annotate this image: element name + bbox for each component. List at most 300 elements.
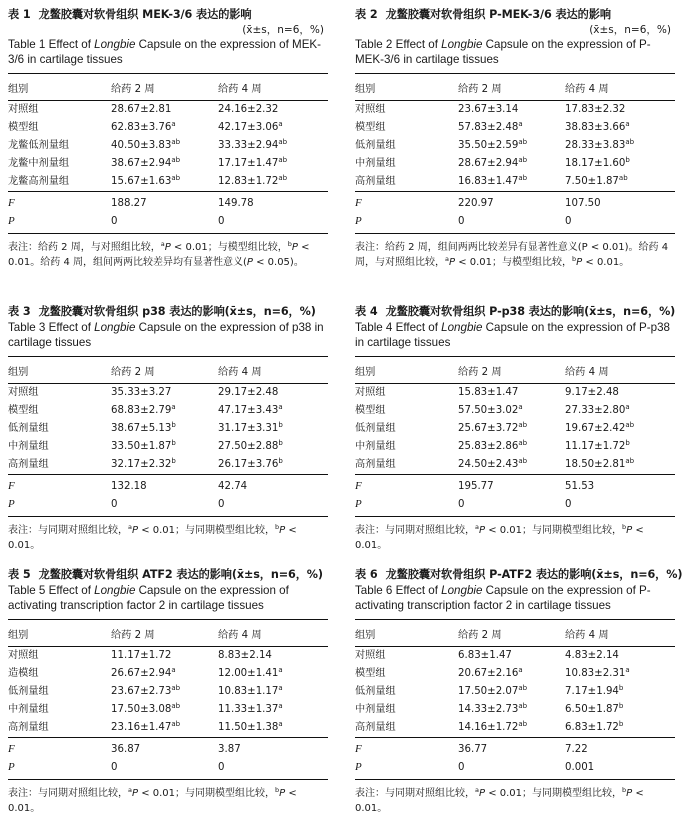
en-title-prefix: Table 2 Effect of <box>355 38 442 51</box>
week2-cell <box>458 665 565 683</box>
week4-sig: a <box>278 666 283 675</box>
week4-value: 6.50±1.87 <box>565 704 619 716</box>
column-header: 组别 <box>8 620 111 647</box>
column-header: 给药 4 周 <box>565 620 675 647</box>
week2-value: 38.67±2.94 <box>111 158 172 170</box>
group-cell: 高剂量组 <box>355 176 396 188</box>
week2-cell <box>111 420 218 438</box>
stat-row <box>8 737 328 758</box>
group-cell: 对照组 <box>8 104 39 116</box>
header-row <box>8 357 328 384</box>
week4-value: 11.33±1.37 <box>218 704 279 716</box>
week2-value: 25.83±2.86 <box>458 441 519 453</box>
table-title-text: 龙鳖胶囊对软骨组织 ATF2 表达的影响(x̄±s，n=6，%) <box>38 568 323 581</box>
group-cell: 低剂量组 <box>8 423 49 435</box>
data-table <box>8 619 328 780</box>
week2-sig: ab <box>518 421 528 430</box>
week2-cell <box>111 402 218 420</box>
group-cell: 高剂量组 <box>355 722 396 734</box>
week4-cell <box>218 647 328 665</box>
week4-sig: b <box>618 684 624 693</box>
week2-value: 35.50±2.59 <box>458 140 519 152</box>
table-row <box>8 719 328 737</box>
stat-week4: 0.001 <box>565 759 675 779</box>
week2-cell <box>111 665 218 683</box>
stat-label: P <box>8 496 111 516</box>
week2-sig: ab <box>518 684 528 693</box>
stat-week2: 220.97 <box>458 191 565 212</box>
week4-cell <box>565 101 675 119</box>
table-panel-3 <box>8 303 328 554</box>
column-header: 组别 <box>8 74 111 101</box>
table-panel-4 <box>355 303 675 554</box>
week2-value: 6.83±1.47 <box>458 650 512 662</box>
column-header: 给药 4 周 <box>565 357 675 384</box>
table-en-title <box>8 38 328 67</box>
table-panel-6 <box>355 566 683 817</box>
stat-week4: 3.87 <box>218 737 328 758</box>
en-title-prefix: Table 6 Effect of <box>355 584 442 597</box>
week4-value: 11.50±1.38 <box>218 722 279 734</box>
week2-sig: ab <box>171 702 181 711</box>
header-row <box>355 357 675 384</box>
stat-week2: 132.18 <box>111 474 218 495</box>
week2-cell <box>458 384 565 402</box>
week2-value: 40.50±3.83 <box>111 140 172 152</box>
table-en-title <box>8 584 328 613</box>
week4-value: 29.17±2.48 <box>218 387 279 399</box>
week4-cell <box>565 137 675 155</box>
column-header: 给药 4 周 <box>218 74 328 101</box>
week4-value: 31.17±3.31 <box>218 423 279 435</box>
table-row <box>355 719 675 737</box>
stat-week4: 0 <box>218 759 328 779</box>
stat-week2: 0 <box>111 213 218 233</box>
week4-value: 10.83±1.17 <box>218 686 279 698</box>
data-table <box>8 73 328 234</box>
week4-cell <box>565 701 675 719</box>
table-row <box>8 137 328 155</box>
column-header: 组别 <box>355 357 458 384</box>
column-header: 给药 2 周 <box>458 620 565 647</box>
en-title-suffix: Capsule on the expression of P-activating transcription factor 2 in cartilage tissues <box>355 584 651 612</box>
week2-sig: ab <box>518 156 528 165</box>
table-row <box>355 665 675 683</box>
week2-sig: ab <box>171 138 181 147</box>
week4-cell <box>218 665 328 683</box>
week4-value: 19.67±2.42 <box>565 423 626 435</box>
week2-sig: ab <box>518 439 528 448</box>
week2-cell <box>111 101 218 119</box>
week2-value: 25.67±3.72 <box>458 423 519 435</box>
group-cell: 模型组 <box>8 405 39 417</box>
group-cell: 中剂量组 <box>8 704 49 716</box>
en-title-suffix: Capsule on the expression of MEK-3/6 in cartilage tissues <box>8 38 322 66</box>
week4-cell <box>218 701 328 719</box>
en-title-italic: Longbie <box>94 321 136 334</box>
stat-label: F <box>355 191 458 212</box>
week2-sig: b <box>171 439 176 448</box>
week4-value: 33.33±2.94 <box>218 140 279 152</box>
week4-value: 6.83±1.72 <box>565 722 619 734</box>
table-title-text: 龙鳖胶囊对软骨组织 MEK-3/6 表达的影响 <box>38 8 252 21</box>
week2-sig: ab <box>518 138 528 147</box>
group-cell: 龙鳖中剂量组 <box>8 158 70 170</box>
table-row <box>8 701 328 719</box>
week4-cell <box>218 683 328 701</box>
stat-row <box>8 759 328 779</box>
week2-sig: ab <box>171 720 181 729</box>
week4-value: 38.83±3.66 <box>565 122 626 134</box>
group-cell: 低剂量组 <box>355 686 396 698</box>
week2-cell <box>458 456 565 474</box>
week2-cell <box>458 438 565 456</box>
en-title-suffix: Capsule on the expression of P-p38 in cartilage tissues <box>355 321 670 349</box>
table-title-text: 龙鳖胶囊对软骨组织 P-MEK-3/6 表达的影响 <box>385 8 611 21</box>
week2-value: 38.67±5.13 <box>111 423 172 435</box>
table-note: 表注：与同期对照组比较，$^a$P < 0.01；与同期模型组比较，$^b$P < 0.01。 <box>355 785 644 815</box>
table-row <box>8 173 328 191</box>
stat-row <box>8 474 328 495</box>
stat-week4: 0 <box>218 213 328 233</box>
week2-value: 17.50±2.07 <box>458 686 519 698</box>
week4-value: 27.33±2.80 <box>565 405 626 417</box>
table-en-title <box>355 584 675 613</box>
column-header: 组别 <box>355 74 458 101</box>
week2-value: 17.50±3.08 <box>111 704 172 716</box>
week2-cell <box>111 173 218 191</box>
column-header: 给药 2 周 <box>111 74 218 101</box>
week4-cell <box>218 438 328 456</box>
table-row <box>8 384 328 402</box>
week4-value: 24.16±2.32 <box>218 104 279 116</box>
week2-sig: a <box>171 666 176 675</box>
stat-row <box>8 191 328 212</box>
week4-sig: a <box>625 120 630 129</box>
stat-row <box>8 213 328 233</box>
week4-sig: a <box>278 403 283 412</box>
week2-cell <box>111 438 218 456</box>
week4-cell <box>218 137 328 155</box>
week2-sig: ab <box>518 174 528 183</box>
table-row <box>355 384 675 402</box>
table-zh-title <box>355 303 675 320</box>
en-title-suffix: Capsule on the expression of P-MEK-3/6 in cartilage tissues <box>355 38 651 66</box>
week4-sig: a <box>278 702 283 711</box>
header-row <box>355 620 675 647</box>
column-header: 给药 2 周 <box>458 74 565 101</box>
table-row <box>8 438 328 456</box>
stat-week2: 0 <box>111 759 218 779</box>
week2-cell <box>111 701 218 719</box>
en-title-italic: Longbie <box>94 584 136 597</box>
week4-value: 12.83±1.72 <box>218 176 279 188</box>
en-title-prefix: Table 1 Effect of <box>8 38 95 51</box>
week2-value: 15.67±1.63 <box>111 176 172 188</box>
week4-sig: a <box>625 666 630 675</box>
table-zh-title <box>355 566 683 583</box>
table-row <box>355 137 675 155</box>
group-cell: 模型组 <box>355 122 386 134</box>
week2-value: 14.33±2.73 <box>458 704 519 716</box>
stat-row <box>355 474 675 495</box>
stat-week2: 36.77 <box>458 737 565 758</box>
week4-sig: b <box>625 439 630 448</box>
week4-cell <box>565 173 675 191</box>
week4-sig: a <box>278 684 283 693</box>
stat-week4: 51.53 <box>565 474 675 495</box>
week2-sig: ab <box>171 156 181 165</box>
week4-value: 11.17±1.72 <box>565 441 626 453</box>
week2-cell <box>458 402 565 420</box>
week4-cell <box>218 402 328 420</box>
table-row <box>8 155 328 173</box>
stat-label: F <box>8 737 111 758</box>
week4-cell <box>565 155 675 173</box>
table-title-text: 龙鳖胶囊对软骨组织 P-ATF2 表达的影响(x̄±s，n=6，%) <box>385 568 683 581</box>
table-panel-5 <box>8 566 328 817</box>
week2-sig: a <box>518 666 523 675</box>
stat-label: P <box>355 496 458 516</box>
stat-week4: 0 <box>565 496 675 516</box>
week2-cell <box>458 173 565 191</box>
week2-cell <box>111 647 218 665</box>
header-row <box>8 74 328 101</box>
stat-label: P <box>355 213 458 233</box>
week4-sig: ab <box>625 457 635 466</box>
table-row <box>355 119 675 137</box>
stat-week4: 107.50 <box>565 191 675 212</box>
table-zh-title <box>8 566 328 583</box>
week2-sig: a <box>171 403 176 412</box>
table-row <box>355 402 675 420</box>
week2-sig: a <box>518 120 523 129</box>
week2-sig: ab <box>518 720 528 729</box>
table-row <box>355 683 675 701</box>
week4-value: 27.50±2.88 <box>218 441 279 453</box>
week2-sig: b <box>171 421 176 430</box>
column-header: 组别 <box>8 357 111 384</box>
table-row <box>8 101 328 119</box>
column-header: 给药 2 周 <box>458 357 565 384</box>
table-number: 表 3 <box>8 305 31 318</box>
week4-cell <box>565 683 675 701</box>
stat-row <box>355 496 675 516</box>
stat-week4: 0 <box>565 213 675 233</box>
table-zh-title <box>8 303 328 320</box>
stat-label: P <box>8 759 111 779</box>
stat-label: F <box>8 191 111 212</box>
week4-cell <box>218 155 328 173</box>
group-cell: 龙鳖低剂量组 <box>8 140 70 152</box>
week2-sig: a <box>171 120 176 129</box>
week4-value: 47.17±3.43 <box>218 405 279 417</box>
table-note: 表注：与同期对照组比较，$^a$P < 0.01；与同期模型组比较，$^b$P < 0.01。 <box>355 522 644 552</box>
week2-sig: a <box>518 403 523 412</box>
week2-sig: ab <box>171 174 181 183</box>
week4-value: 9.17±2.48 <box>565 387 619 399</box>
group-cell: 中剂量组 <box>8 441 49 453</box>
table-title-text: 龙鳖胶囊对软骨组织 p38 表达的影响(x̄±s，n=6，%) <box>38 305 316 318</box>
week2-value: 24.50±2.43 <box>458 459 519 471</box>
column-header: 给药 2 周 <box>111 620 218 647</box>
week4-sig: a <box>278 720 283 729</box>
week2-cell <box>458 647 565 665</box>
data-table <box>8 356 328 517</box>
week4-cell <box>565 420 675 438</box>
table-number: 表 4 <box>355 305 378 318</box>
week4-sig: ab <box>278 138 288 147</box>
stat-week2: 0 <box>458 213 565 233</box>
table-panel-2 <box>355 6 675 271</box>
table-row <box>355 438 675 456</box>
week2-value: 23.16±1.47 <box>111 722 172 734</box>
group-cell: 龙鳖高剂量组 <box>8 176 70 188</box>
header-row <box>355 74 675 101</box>
table-zh-title <box>355 6 675 23</box>
en-title-italic: Longbie <box>441 38 483 51</box>
week4-value: 7.50±1.87 <box>565 176 619 188</box>
week2-cell <box>111 119 218 137</box>
week4-sig: ab <box>625 421 635 430</box>
table-zh-title <box>8 6 328 23</box>
stat-row <box>355 191 675 212</box>
week4-sig: b <box>618 702 624 711</box>
stat-row <box>355 759 675 779</box>
table-row <box>355 420 675 438</box>
stat-label: F <box>355 474 458 495</box>
table-row <box>8 647 328 665</box>
week2-value: 28.67±2.81 <box>111 104 172 116</box>
week4-cell <box>218 719 328 737</box>
week4-cell <box>565 438 675 456</box>
week4-cell <box>565 384 675 402</box>
table-panel-1 <box>8 6 328 271</box>
table-title-text: 龙鳖胶囊对软骨组织 P-p38 表达的影响(x̄±s，n=6，%) <box>385 305 676 318</box>
week2-cell <box>111 683 218 701</box>
group-cell: 对照组 <box>355 650 386 662</box>
table-number: 表 1 <box>8 8 31 21</box>
en-title-italic: Longbie <box>441 321 483 334</box>
table-row <box>355 647 675 665</box>
table-row <box>355 701 675 719</box>
stat-label: F <box>8 474 111 495</box>
stat-week4: 149.78 <box>218 191 328 212</box>
week4-sig: b <box>278 439 283 448</box>
stat-week2: 195.77 <box>458 474 565 495</box>
week2-cell <box>458 701 565 719</box>
stat-week4: 7.22 <box>565 737 675 758</box>
week4-cell <box>218 101 328 119</box>
en-title-suffix: Capsule on the expression of activating transcription factor 2 in cartilage tissues <box>8 584 289 612</box>
stat-row <box>355 213 675 233</box>
group-cell: 对照组 <box>8 387 39 399</box>
data-table <box>355 356 675 517</box>
group-cell: 高剂量组 <box>8 722 49 734</box>
group-cell: 中剂量组 <box>355 158 396 170</box>
table-en-title <box>355 321 675 350</box>
week2-cell <box>111 155 218 173</box>
en-title-prefix: Table 5 Effect of <box>8 584 95 597</box>
week4-sig: ab <box>278 156 288 165</box>
table-row <box>8 402 328 420</box>
week4-value: 12.00±1.41 <box>218 668 279 680</box>
week2-value: 32.17±2.32 <box>111 459 172 471</box>
week4-value: 42.17±3.06 <box>218 122 279 134</box>
group-cell: 低剂量组 <box>355 140 396 152</box>
stat-row <box>355 737 675 758</box>
data-table <box>355 73 675 234</box>
table-note: 表注：给药 2 周，组间两两比较差异有显著性意义(P < 0.01)。给药 4 周，与对照组比较，$^a$P < 0.01；与模型组比较，$^b$P < 0.01。 <box>355 241 669 269</box>
week2-sig: ab <box>518 457 528 466</box>
week2-value: 11.17±1.72 <box>111 650 172 662</box>
table-row <box>8 683 328 701</box>
stat-week2: 188.27 <box>111 191 218 212</box>
column-header: 给药 4 周 <box>218 620 328 647</box>
stat-week2: 36.87 <box>111 737 218 758</box>
week4-sig: a <box>278 120 283 129</box>
table-row <box>8 665 328 683</box>
week2-value: 23.67±3.14 <box>458 104 519 116</box>
table-number: 表 6 <box>355 568 378 581</box>
week4-cell <box>218 420 328 438</box>
table-zh-subtitle: (x̄±s，n=6，%) <box>589 24 671 36</box>
group-cell: 对照组 <box>8 650 39 662</box>
week4-cell <box>565 647 675 665</box>
group-cell: 高剂量组 <box>355 459 396 471</box>
group-cell: 低剂量组 <box>355 423 396 435</box>
week2-sig: b <box>171 457 176 466</box>
week2-cell <box>458 101 565 119</box>
week4-sig: b <box>618 720 624 729</box>
week2-cell <box>111 456 218 474</box>
week4-cell <box>218 384 328 402</box>
week4-sig: ab <box>618 174 628 183</box>
week4-value: 4.83±2.14 <box>565 650 619 662</box>
week4-cell <box>218 173 328 191</box>
stat-week2: 0 <box>458 759 565 779</box>
week2-value: 16.83±1.47 <box>458 176 519 188</box>
week2-cell <box>458 719 565 737</box>
week2-value: 57.83±2.48 <box>458 122 519 134</box>
table-row <box>355 155 675 173</box>
group-cell: 模型组 <box>355 668 386 680</box>
week4-value: 26.17±3.76 <box>218 459 279 471</box>
week2-value: 14.16±1.72 <box>458 722 519 734</box>
week4-sig: ab <box>625 138 635 147</box>
week4-cell <box>565 402 675 420</box>
table-number: 表 2 <box>355 8 378 21</box>
column-header: 组别 <box>355 620 458 647</box>
group-cell: 造模组 <box>8 668 39 680</box>
group-cell: 中剂量组 <box>355 441 396 453</box>
table-note: 表注：给药 2 周，与对照组比较，$^a$P < 0.01；与模型组比较，$^b$P < 0.01。给药 4 周，组间两两比较差异均有显著性意义(P < 0.05)。 <box>8 239 310 269</box>
stat-row <box>8 496 328 516</box>
week2-cell <box>458 137 565 155</box>
week2-value: 15.83±1.47 <box>458 387 519 399</box>
week4-sig: b <box>278 421 283 430</box>
table-en-title <box>8 321 328 350</box>
table-row <box>355 173 675 191</box>
table-zh-subtitle: (x̄±s，n=6，%) <box>242 24 324 36</box>
week4-sig: b <box>278 457 283 466</box>
week2-value: 33.50±1.87 <box>111 441 172 453</box>
group-cell: 对照组 <box>355 387 386 399</box>
week4-cell <box>565 719 675 737</box>
stat-week2: 0 <box>458 496 565 516</box>
group-cell: 对照组 <box>355 104 386 116</box>
stat-week4: 42.74 <box>218 474 328 495</box>
